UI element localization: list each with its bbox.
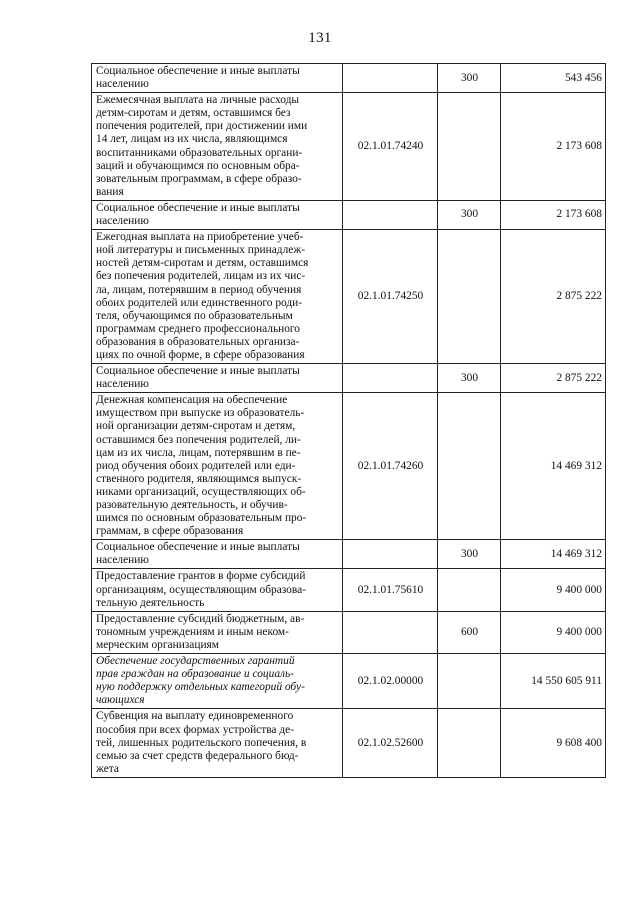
budget-table — [91, 63, 606, 778]
expense-type-cell — [438, 93, 501, 201]
target-code-cell — [343, 364, 438, 393]
expense-type-cell: 300 — [438, 540, 501, 569]
expense-type-cell — [438, 569, 501, 611]
expense-name-line: Ежемесячная выплата на личные расходы — [96, 94, 300, 107]
expense-name-line: никами организаций, осуществляющих об- — [96, 485, 306, 498]
target-code-cell: 02.1.01.75610 — [343, 569, 438, 611]
expense-name-line: граммам, в сфере образования — [96, 525, 244, 538]
expense-name-line: тей, лишенных родительского попечения, в — [96, 736, 307, 749]
target-code-cell: 02.1.01.74260 — [343, 393, 438, 540]
expense-name-line: населению — [96, 215, 149, 228]
expense-name-line: семью за счет средств федерального бюд- — [96, 749, 299, 762]
target-code-cell: 02.1.01.74250 — [343, 230, 438, 364]
expense-name-line: разовательную деятельность, и обучив- — [96, 499, 288, 511]
expense-type-cell — [438, 709, 501, 777]
expense-name-cell — [92, 230, 343, 364]
amount-cell: 9 400 000 — [501, 611, 606, 653]
expense-type-cell — [438, 230, 501, 364]
expense-name-line: населению — [96, 378, 149, 391]
table-row — [92, 364, 606, 393]
expense-name-line: Социальное обеспечение и иные выплаты — [96, 541, 300, 554]
expense-name-line: Социальное обеспечение и иные выплаты — [96, 65, 300, 77]
expense-name-line: теля, обучающимся по образовательным — [96, 309, 293, 322]
expense-name-line: вания — [96, 185, 124, 198]
expense-type-cell — [438, 393, 501, 540]
expense-type-cell — [438, 654, 501, 709]
expense-name-cell — [92, 200, 343, 229]
expense-name-line: Предоставление грантов в форме субсидий — [96, 570, 306, 583]
expense-name-line: шимся по основным образовательным про- — [96, 512, 307, 525]
table-row — [92, 64, 606, 93]
table-row — [92, 611, 606, 653]
expense-name-line: ностей детям-сиротам и детям, оставшимся — [96, 257, 309, 270]
expense-name-line: организациям, осуществляющим образова- — [96, 583, 306, 596]
expense-name-line: ной литературы и письменных принадлеж- — [96, 244, 305, 257]
expense-name-line: риод обучения обоих родителей или еди- — [96, 459, 296, 472]
amount-cell: 2 875 222 — [501, 230, 606, 364]
table-row — [92, 93, 606, 201]
expense-name-line: 14 лет, лицам из их числа, являющимся — [96, 133, 288, 146]
amount-cell: 2 875 222 — [501, 364, 606, 393]
expense-name-line: Социальное обеспечение и иные выплаты — [96, 201, 300, 214]
expense-name-cell — [92, 709, 343, 777]
expense-name-line: оставшимся без попечения родителей, ли- — [96, 433, 301, 446]
amount-cell: 543 456 — [501, 64, 606, 93]
expense-name-line: Обеспечение государственных гарантий — [96, 655, 295, 668]
expense-type-cell: 300 — [438, 64, 501, 93]
expense-name-line: образования в образовательных организа- — [96, 335, 300, 348]
table-row — [92, 540, 606, 569]
amount-cell: 14 550 605 911 — [501, 654, 606, 709]
expense-name-line: Денежная компенсация на обеспечение — [96, 394, 288, 407]
expense-name-line: воспитанниками образовательных органи- — [96, 146, 303, 159]
expense-name-line: обоих родителей или единственного роди- — [96, 296, 303, 309]
expense-name-line: зовательным программам, в сфере образо- — [96, 172, 302, 185]
target-code-cell — [343, 200, 438, 229]
expense-name-line: попечения родителей, при достижении ими — [96, 120, 308, 133]
expense-name-line: тономным учреждениям и иным неком- — [96, 625, 289, 638]
expense-name-line: имуществом при выпуске из образователь- — [96, 407, 305, 420]
target-code-cell — [343, 540, 438, 569]
expense-name-line: ственного родителя, являющимся выпуск- — [96, 472, 302, 485]
expense-name-cell — [92, 364, 343, 393]
expense-name-line: тельную деятельность — [96, 596, 205, 609]
amount-cell: 2 173 608 — [501, 93, 606, 201]
target-code-cell: 02.1.02.52600 — [343, 709, 438, 777]
table-row — [92, 393, 606, 540]
expense-name-line: Предоставление субсидий бюджетным, ав- — [96, 612, 305, 625]
expense-name-line: ла, лицам, потерявшим в период обучения — [96, 283, 302, 296]
expense-name-line: Субвенция на выплату единовременного — [96, 710, 294, 723]
expense-name-cell — [92, 611, 343, 653]
expense-name-line: населению — [96, 78, 149, 91]
expense-name-line: без попечения родителей, лицам из их чис- — [96, 270, 306, 283]
expense-name-line: мерческим организациям — [96, 638, 219, 651]
table-row — [92, 654, 606, 709]
target-code-cell: 02.1.02.00000 — [343, 654, 438, 709]
amount-cell: 14 469 312 — [501, 540, 606, 569]
amount-cell: 14 469 312 — [501, 393, 606, 540]
table-row — [92, 230, 606, 364]
expense-name-cell — [92, 654, 343, 709]
expense-name-cell — [92, 93, 343, 201]
expense-name-cell — [92, 64, 343, 93]
expense-name-line: прав граждан на образование и социаль- — [96, 668, 294, 681]
expense-type-cell: 300 — [438, 200, 501, 229]
amount-cell: 9 400 000 — [501, 569, 606, 611]
expense-name-line: жета — [96, 762, 119, 775]
expense-name-cell — [92, 393, 343, 540]
target-code-cell — [343, 64, 438, 93]
expense-name-line: программам среднего профессионального — [96, 322, 301, 335]
page-number: 131 — [308, 30, 332, 46]
expense-name-line: пособия при всех формах устройства де- — [96, 723, 294, 736]
table-row — [92, 569, 606, 611]
amount-cell: 2 173 608 — [501, 200, 606, 229]
expense-name-cell — [92, 540, 343, 569]
expense-type-cell: 600 — [438, 611, 501, 653]
target-code-cell — [343, 611, 438, 653]
table-row — [92, 709, 606, 777]
target-code-cell: 02.1.01.74240 — [343, 93, 438, 201]
expense-name-line: чающихся — [96, 694, 145, 707]
amount-cell: 9 608 400 — [501, 709, 606, 777]
expense-name-line: ную поддержку отдельных категорий обу- — [96, 681, 305, 694]
expense-name-line: цам из их числа, лицам, потерявшим в пе- — [96, 446, 301, 459]
expense-name-cell — [92, 569, 343, 611]
expense-name-line: населению — [96, 554, 149, 567]
expense-name-line: Социальное обеспечение и иные выплаты — [96, 365, 300, 378]
expense-type-cell: 300 — [438, 364, 501, 393]
expense-name-line: ной организации детям-сиротам и детям, — [96, 420, 296, 433]
table-row — [92, 200, 606, 229]
expense-name-line: циях по очной форме, в сфере образования — [96, 348, 305, 361]
expense-name-line: детям-сиротам и детям, оставшимся без — [96, 107, 291, 120]
expense-name-line: заций и обучающимся по основным обра- — [96, 159, 300, 172]
budget-table-body — [92, 64, 606, 778]
expense-name-line: Ежегодная выплата на приобретение учеб- — [96, 231, 304, 244]
